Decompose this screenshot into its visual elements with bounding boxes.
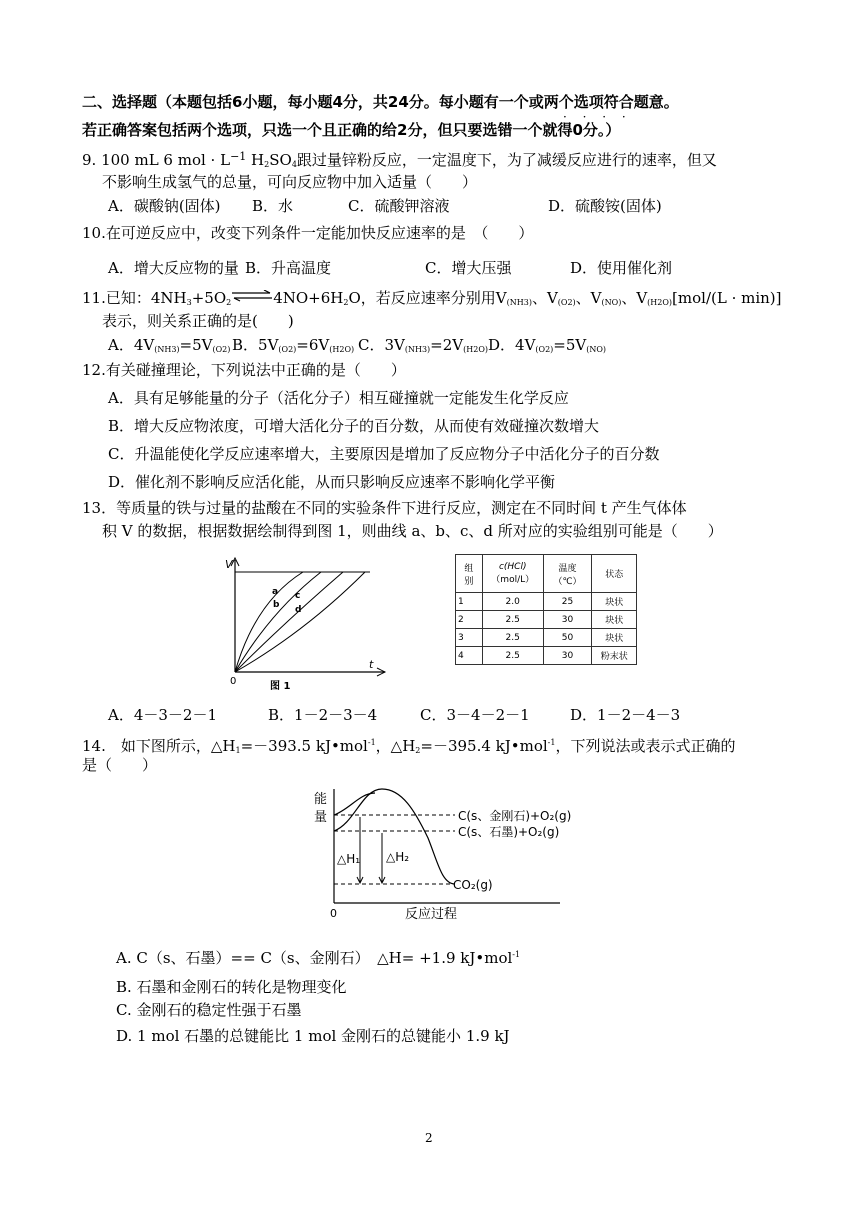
energy-y-label-2: 量	[314, 810, 328, 825]
dh2-label: △H₂	[386, 850, 410, 864]
q11-option-a: A．$4V_{(NH3)}=5V_{(O2)}$	[108, 336, 231, 354]
table-row: 1 2.0 25 块状	[456, 593, 637, 611]
curve-label-a: a	[272, 587, 279, 597]
q9-option-a: A．碳酸钠(固体)	[108, 197, 221, 215]
q13-option-c: C．3－4－2－1	[420, 706, 530, 724]
q12-option-d: D．催化剂不影响反应活化能，从而只影响反应速率不影响化学平衡	[108, 473, 556, 491]
energy-diagram	[310, 783, 580, 923]
curve-label-d: d	[295, 605, 302, 615]
q13-option-d: D．1－2－4－3	[570, 706, 681, 724]
q10-option-a: A．增大反应物的量	[108, 259, 239, 277]
th-state: 状态	[592, 555, 637, 593]
section-heading-line2: 若正确答案包括两个选项，只选一个且正确的给2分，但只要选错一个就得0分。）	[82, 121, 621, 139]
curve-a	[235, 572, 303, 672]
curve-label-c: c	[295, 591, 301, 601]
graph-y-label: V	[225, 558, 233, 571]
q13-option-b: B．1－2－3－4	[268, 706, 378, 724]
q10-option-d: D．使用催化剂	[570, 259, 673, 277]
energy-origin: 0	[330, 907, 337, 920]
curve-label-b: b	[273, 600, 280, 610]
table-row: 2 2.5 30 块状	[456, 611, 637, 629]
q11-stem-line2: 表示，则关系正确的是( )	[102, 312, 294, 330]
emphasis-dots: · · · ·	[563, 110, 632, 124]
q11-option-d: D．$4V_{(O2)}=5V_{(NO)}$	[488, 336, 607, 354]
q13-stem: 13．等质量的铁与过量的盐酸在不同的实验条件下进行反应，测定在不同时间 t 产生气体体	[82, 499, 687, 517]
label-diamond: C(s、金刚石)+O₂(g)	[458, 809, 572, 823]
q12-option-a: A．具有足够能量的分子（活化分子）相互碰撞就一定能发生化学反应	[108, 389, 569, 407]
q9-option-c: C．硫酸钾溶液	[348, 197, 450, 215]
q14-option-a: A. C（s、石墨）== C（s、金刚石） △H= +1.9 kJ•mol$^{-1}$	[116, 949, 521, 967]
q14-stem-line2: 是（ ）	[82, 756, 158, 774]
label-graphite: C(s、石墨)+O₂(g)	[458, 825, 560, 839]
q10-option-b: B．升高温度	[245, 259, 332, 277]
energy-y-label-1: 能	[314, 792, 328, 807]
q14-option-b: B. 石墨和金刚石的转化是物理变化	[116, 978, 347, 996]
q14-option-d: D. 1 mol 石墨的总键能比 1 mol 金刚石的总键能小 1.9 kJ	[116, 1027, 510, 1045]
q9-option-b: B．水	[252, 197, 294, 215]
q12-stem: 12.有关碰撞理论，下列说法中正确的是（ ）	[82, 361, 406, 379]
graph-origin: 0	[230, 676, 237, 687]
section-heading-line1: 二、选择题（本题包括6小题，每小题4分，共24分。每小题有一个或两个选项符合题意。	[82, 93, 679, 111]
th-temperature: 温度 （℃）	[543, 555, 592, 593]
graph-x-label: t	[369, 658, 374, 671]
table-row: 3 2.5 50 块状	[456, 629, 637, 647]
q9-stem: 9. 100 mL 6 mol · $L^{-1}$ $H_2SO_4$跟过量锌粉反应，一定温度下，为了减缓反应进行的速率，但又	[82, 150, 717, 169]
reversible-arrow-icon	[232, 290, 272, 302]
table-row: 4 2.5 30 粉末状	[456, 647, 637, 665]
q14-option-c: C. 金刚石的稳定性强于石墨	[116, 1001, 302, 1019]
table-header-row	[456, 555, 637, 593]
label-co2: CO₂(g)	[453, 878, 493, 892]
energy-x-label: 反应过程	[405, 907, 458, 922]
volume-time-graph	[215, 552, 390, 692]
q11-option-b: B．$5V_{(O2)}=6V_{(H2O)}$	[232, 336, 355, 354]
q10-option-c: C．增大压强	[425, 259, 512, 277]
dh1-label: △H₁	[337, 852, 361, 866]
q13-option-a: A．4－3－2－1	[108, 706, 218, 724]
th-concentration: c(HCl) （mol/L）	[482, 555, 543, 593]
q11-stem: 11.已知：$4NH_3+5O_2$ $4NO+6H_2O$，若反应速率分别用$V_{(NH3)}$、$V_{(O2)}$、$V_{(NO)}$、$V_{(H2O)}[mol/(L \cdot \min)]$	[82, 289, 782, 307]
q14-stem: 14. 如下图所示，$\triangle H_1=-393.5$ kJ•mol$^{-1}$，$\triangle H_2=-395.4$ kJ•mol$^{-1}$，下列说法或表示式正确的	[82, 737, 736, 755]
experiment-table	[455, 554, 637, 665]
q9-option-d: D．硫酸铵(固体)	[548, 197, 662, 215]
q11-option-c: C．$3V_{(NH3)}=2V_{(H2O)}$	[358, 336, 488, 354]
q12-option-b: B．增大反应物浓度，可增大活化分子的百分数，从而使有效碰撞次数增大	[108, 417, 600, 435]
curve-d	[235, 572, 365, 672]
q12-option-c: C．升温能使化学反应速率增大，主要原因是增加了反应物分子中活化分子的百分数	[108, 445, 660, 463]
curve-c	[235, 572, 343, 672]
th-group: 组 别	[456, 555, 483, 593]
graph-caption: 图 1	[270, 681, 291, 692]
page-number: 2	[425, 1131, 433, 1145]
q9-stem-line2: 不影响生成氢气的总量，可向反应物中加入适量（ ）	[102, 173, 478, 191]
q13-stem-line2: 积 V 的数据，根据数据绘制得到图 1，则曲线 a、b、c、d 所对应的实验组别可能是（ ）	[102, 522, 723, 540]
q10-stem: 10.在可逆反应中，改变下列条件一定能加快反应速率的是 （ ）	[82, 224, 534, 242]
